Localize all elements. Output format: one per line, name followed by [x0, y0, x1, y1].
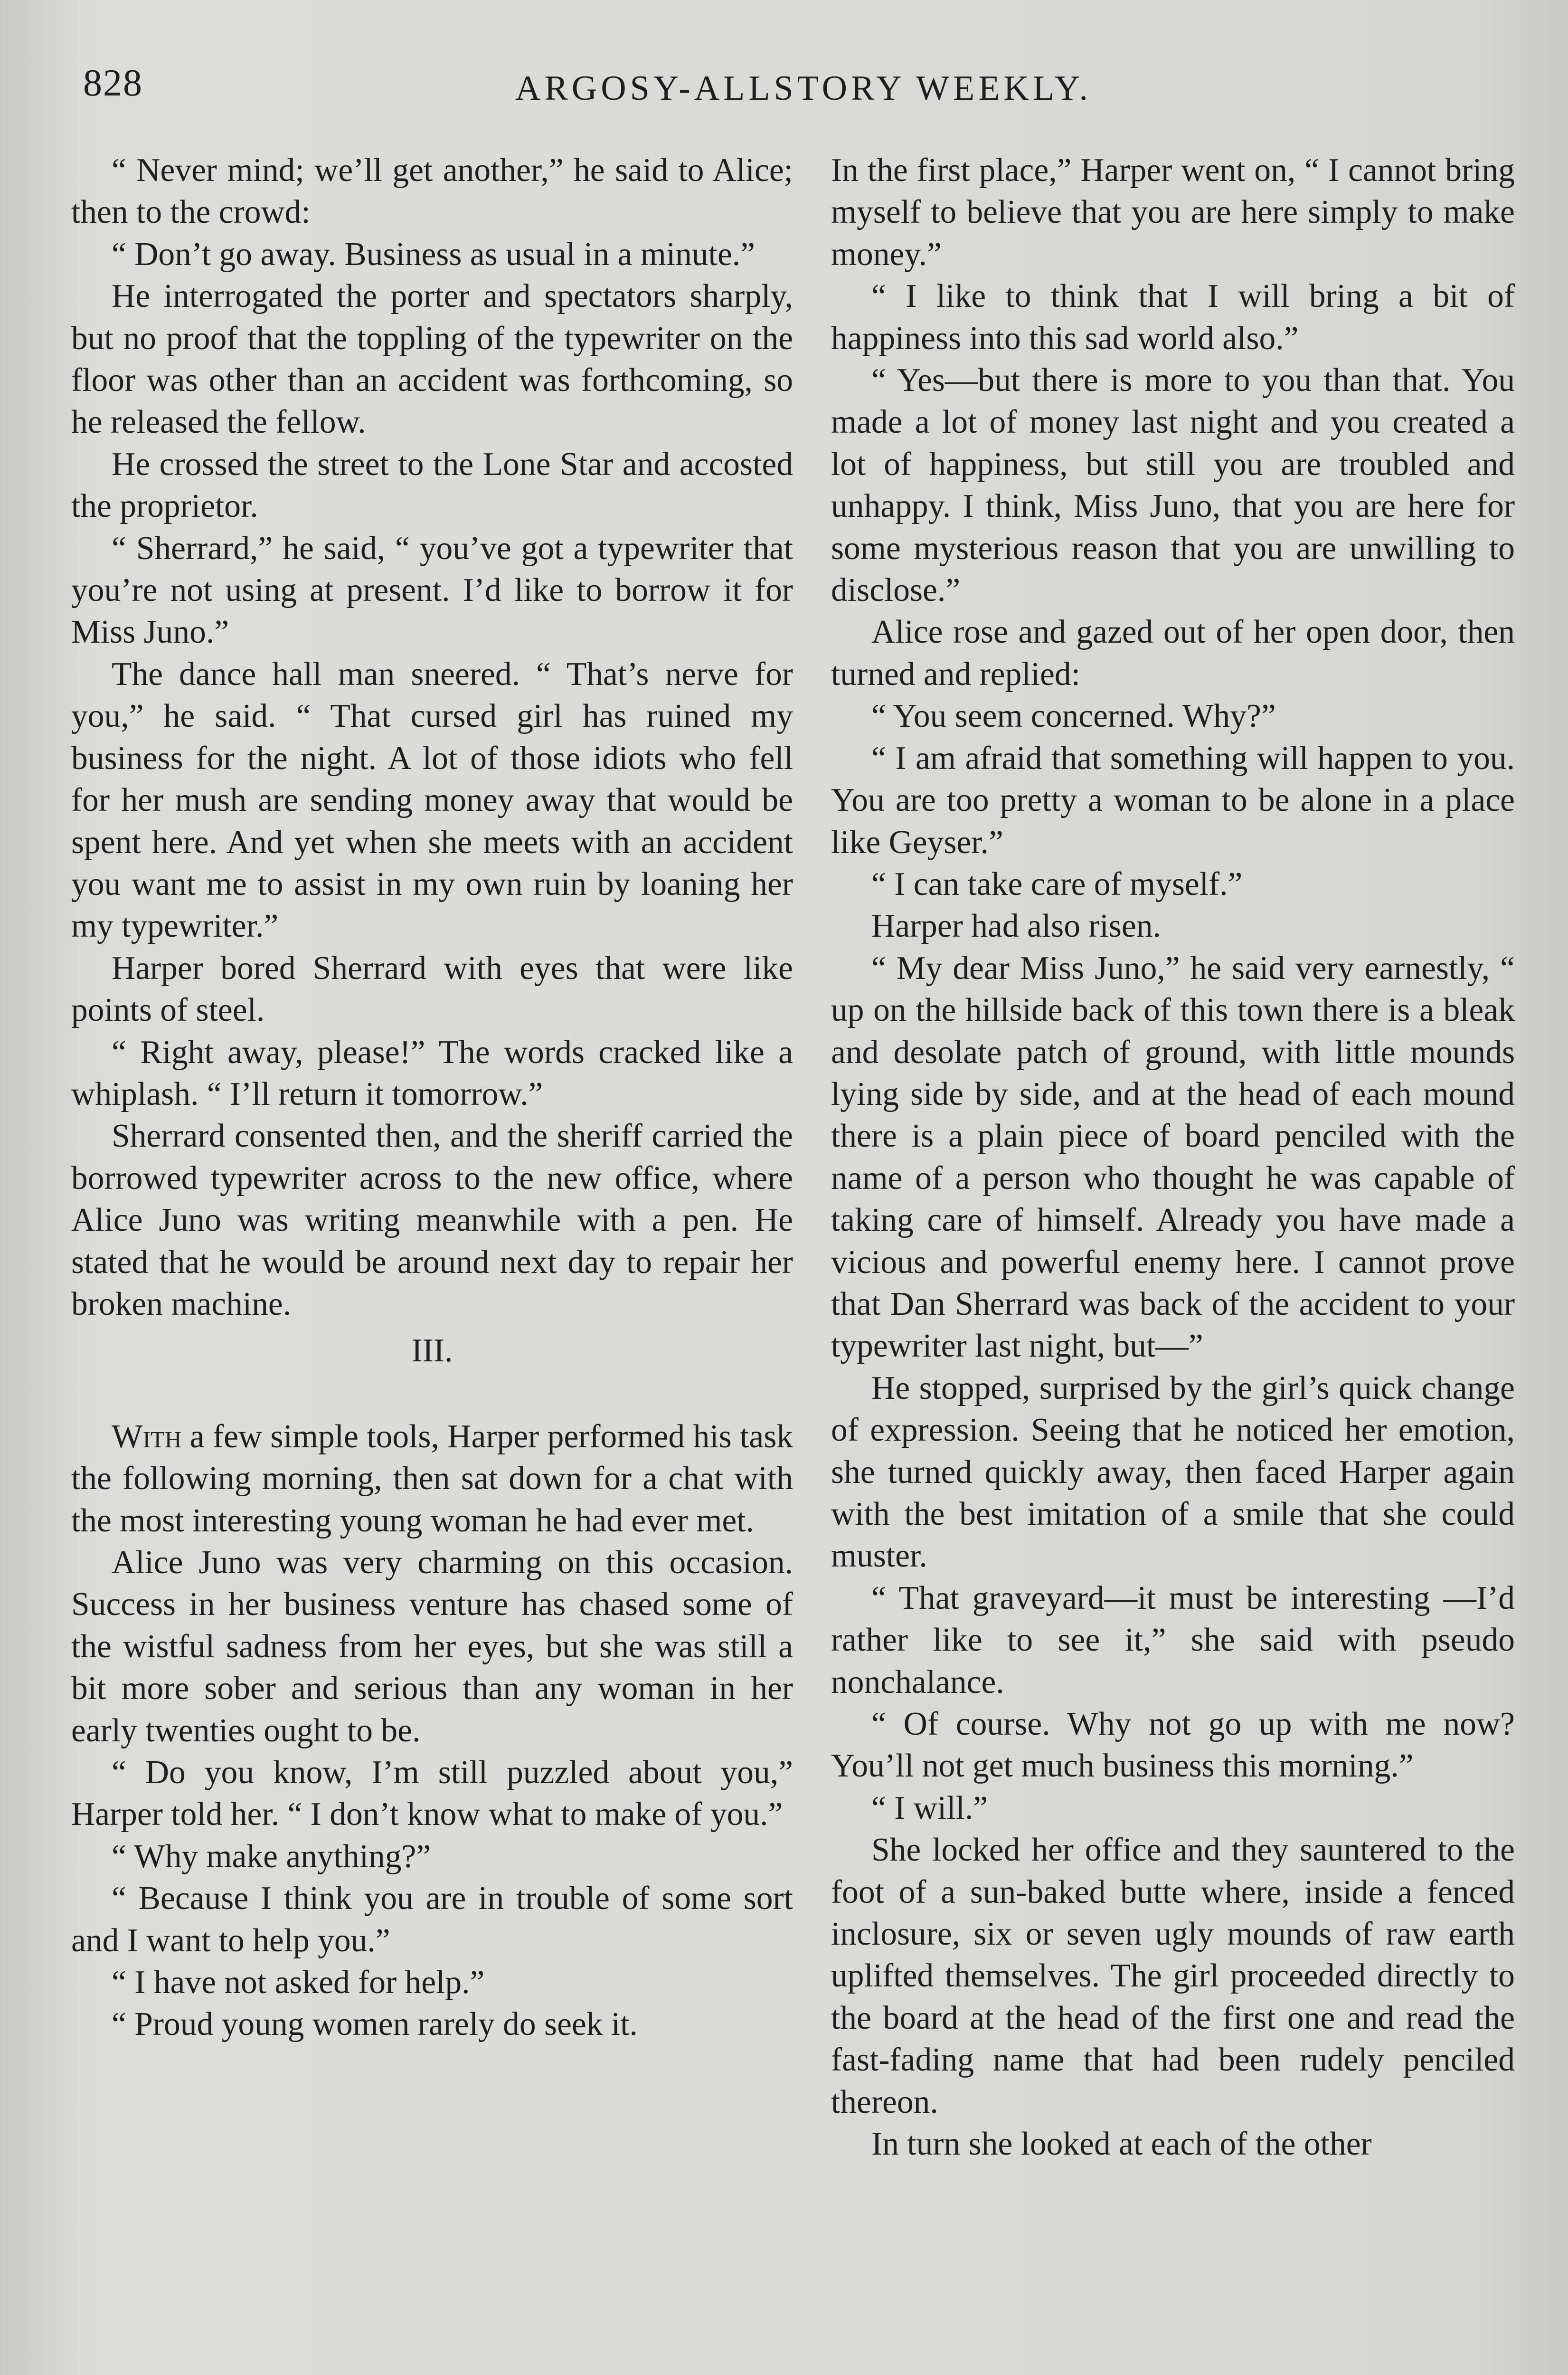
paragraph: Alice rose and gazed out of her open door, then turned and replied: [831, 614, 1515, 693]
page-number: 828 [83, 62, 143, 104]
paragraph: “ You seem concerned. Why?” [871, 698, 1276, 735]
paragraph: “ My dear Miss Juno,” he said very earnestly, “ up on the hillside back of this town there is a bleak and desolate patch of ground, with little mounds lying side by side, and at the head of each mound there is a plain piece of board penciled with the name of a person who thought he was capable of taking care of himself. Already you have made a vicious and powerful enemy here. I cannot prove that Dan Sherrard was back of the accident to your typewriter last night, but—” [831, 950, 1515, 1365]
paragraph: “ I have not asked for help.” [112, 1964, 485, 2001]
paragraph: “ I like to think that I will bring a bit of happiness into this sad world also.” [831, 278, 1515, 357]
paragraph: The dance hall man sneered. “ That’s nerve for you,” he said. “ That cursed girl has ruined my business for the night. A lot of those idiots who fell for her mush are sending money away that would be spent here. And yet when she meets with an accident you want me to assist in my own ruin by loaning her my typewriter.” [71, 656, 793, 945]
paragraph: “ Yes—but there is more to you than that. You made a lot of money last night and you created a lot of happiness, but still you are troubled and unhappy. I think, Miss Juno, that you are here for some mysterious reason that you are unwilling to disclose.” [831, 362, 1515, 609]
paragraph: He interrogated the porter and spectators sharply, but no proof that the toppling of the typewriter on the floor was other than an accident was forthcoming, so he released the fellow. [71, 278, 793, 441]
paragraph-body: a few simple tools, Harper performed his task the following morning, then sat down for a chat with the most interesting young woman he had ever met. [71, 1418, 793, 1539]
right-column [831, 150, 1515, 2166]
paragraph: “ Why make anything?” [112, 1838, 431, 1875]
paragraph: “ Proud young women rarely do seek it. [112, 2006, 638, 2043]
paragraph: Harper had also risen. [871, 908, 1161, 945]
paragraph: She locked her office and they sauntered to the foot of a sun-baked butte where, inside a fenced inclosure, six or seven ugly mounds of raw earth uplifted themselves. The girl proceeded directly to the board at the head of the first one and read the fast-fading name that had been rudely penciled thereon. [831, 1832, 1515, 2120]
paragraph: He stopped, surprised by the girl’s quick change of expression. Seeing that he noticed her emotion, she turned quickly away, then faced Harper again with the best imitation of a smile that she could muster. [831, 1369, 1515, 1575]
paragraph: Harper bored Sherrard with eyes that were like points of steel. [71, 950, 793, 1029]
paragraph: “ I am afraid that something will happen to you. You are too pretty a woman to be alone in a place like Geyser.” [831, 740, 1515, 861]
paragraph-continued: In the first place,” Harper went on, “ I cannot bring myself to believe that you are here simply to make money.” [831, 152, 1515, 273]
paragraph: “ Sherrard,” he said, “ you’ve got a typewriter that you’re not using at present. I’d like to borrow it for Miss Juno.” [71, 530, 793, 651]
paragraph: “ Because I think you are in trouble of some sort and I want to help you.” [71, 1880, 793, 1959]
paragraph: “ Of course. Why not go up with me now? You’ll not get much business this morning.” [831, 1706, 1515, 1785]
running-head: ARGOSY-ALLSTORY WEEKLY. [515, 69, 1092, 108]
paragraph: Alice Juno was very charming on this occasion. Success in her business venture has chased some of the wistful sadness from her eyes, but she was still a bit more sober and serious than any woman in her early twenties ought to be. [71, 1544, 793, 1749]
paragraph: “ Never mind; we’ll get another,” he said to Alice; then to the crowd: [71, 152, 793, 231]
paragraph: “ Don’t go away. Business as usual in a minute.” [112, 236, 756, 273]
section-heading: III. [411, 1332, 453, 1369]
paragraph: “ Right away, please!” The words cracked like a whiplash. “ I’ll return it tomorrow.” [71, 1034, 793, 1112]
paragraph: “ Do you know, I’m still puzzled about you,” Harper told her. “ I don’t know what to make of you.” [71, 1754, 793, 1833]
paragraph: “ I will.” [871, 1789, 988, 1826]
paragraph: In turn she looked at each of the other [871, 2126, 1372, 2163]
paragraph: Sherrard consented then, and the sheriff carried the borrowed typewriter across to the new office, where Alice Juno was writing meanwhile with a pen. He stated that he would be around next day to repair her broken machine. [71, 1118, 793, 1322]
paragraph: “ That graveyard—it must be interesting —I’d rather like to see it,” she said with pseudo nonchalance. [831, 1579, 1515, 1700]
left-column [71, 150, 793, 2046]
paragraph-lead-in: With [112, 1418, 182, 1455]
paragraph [71, 1416, 793, 1542]
page-header [83, 62, 1508, 124]
paragraph: He crossed the street to the Lone Star and accosted the proprietor. [71, 446, 793, 525]
paragraph: “ I can take care of myself.” [871, 865, 1243, 902]
